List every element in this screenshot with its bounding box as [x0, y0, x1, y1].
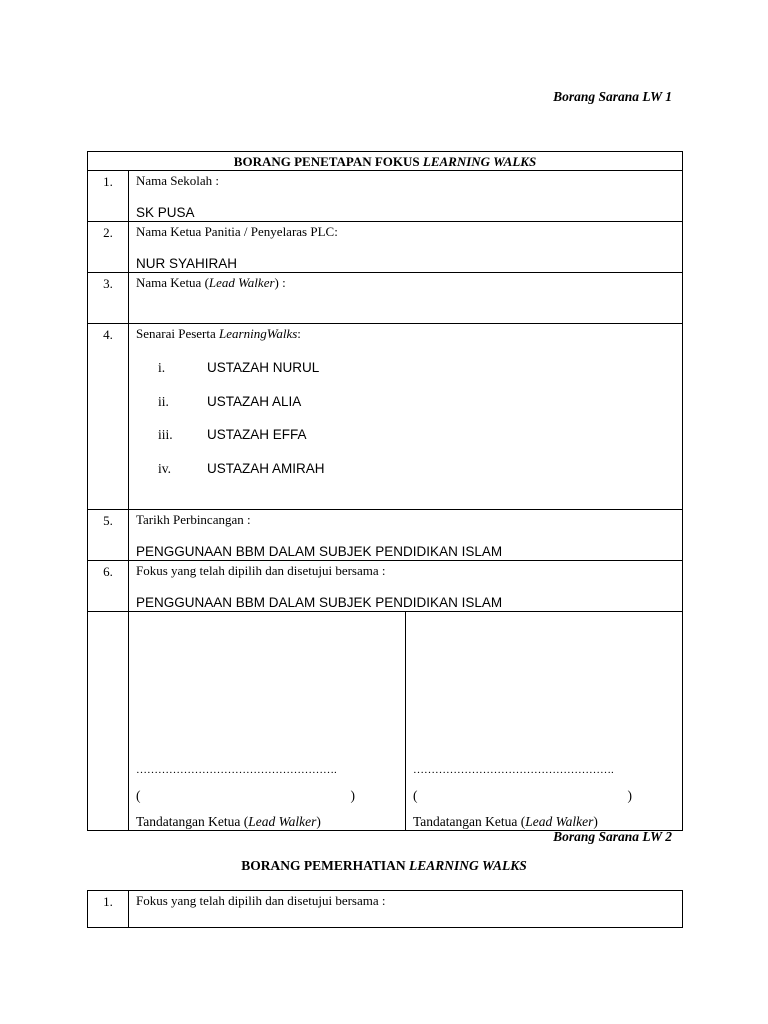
observation-form-title: BORANG PEMERHATIAN LEARNING WALKS — [241, 858, 527, 873]
row-number: 3. — [88, 273, 129, 324]
row-number: 4. — [88, 324, 129, 510]
list-item: ii. USTAZAH ALIA — [158, 393, 302, 409]
signature-line: ………………………………………………. — [413, 764, 614, 776]
table-row — [88, 273, 683, 324]
row-number: 1. — [88, 891, 129, 928]
field-label: Senarai Peserta LearningWalks: — [136, 326, 301, 341]
row-number: 2. — [88, 222, 129, 273]
coordinator-name-value: NUR SYAHIRAH — [136, 256, 238, 271]
signature-line: ………………………………………………. — [136, 764, 337, 776]
table-row — [88, 324, 683, 510]
learning-walks-focus-form — [87, 151, 683, 831]
signature-row — [88, 612, 683, 831]
lead-walker-field: Nama Ketua (Lead Walker) : — [129, 273, 683, 324]
table-row — [88, 222, 683, 273]
list-item: iv. USTAZAH AMIRAH — [158, 460, 325, 476]
field-label: Tarikh Perbincangan : — [136, 512, 251, 527]
table-row — [88, 510, 683, 561]
discussion-date-value: PENGGUNAAN BBM DALAM SUBJEK PENDIDIKAN ISLAM — [136, 544, 503, 559]
field-label: Nama Sekolah : — [136, 173, 220, 188]
row-number: 6. — [88, 561, 129, 612]
form-code-label: Borang Sarana LW 1 — [553, 89, 672, 104]
name-brackets: ( ) — [413, 788, 632, 803]
form-title: BORANG PENETAPAN FOKUS LEARNING WALKS — [88, 152, 683, 171]
participant-list — [136, 360, 675, 494]
name-brackets: ( ) — [136, 788, 355, 803]
table-row — [88, 171, 683, 222]
field-label: Fokus yang telah dipilih dan disetujui bersama : — [136, 563, 386, 578]
row-number: 5. — [88, 510, 129, 561]
table-row — [88, 561, 683, 612]
field-label: Nama Ketua Panitia / Penyelaras PLC: — [136, 224, 338, 239]
school-name-value: SK PUSA — [136, 205, 195, 220]
table-row — [88, 891, 683, 928]
signature-caption: Tandatangan Ketua (Lead Walker) — [413, 814, 598, 829]
row-number: 1. — [88, 171, 129, 222]
signature-caption: Tandatangan Ketua (Lead Walker) — [136, 814, 321, 829]
field-label: Fokus yang telah dipilih dan disetujui bersama : — [129, 891, 683, 928]
list-item: i. USTAZAH NURUL — [158, 360, 320, 375]
list-item: iii. USTAZAH EFFA — [158, 427, 307, 442]
learning-walks-observation-form — [87, 890, 683, 928]
form-code-label-2: Borang Sarana LW 2 — [553, 829, 672, 844]
agreed-focus-value: PENGGUNAAN BBM DALAM SUBJEK PENDIDIKAN ISLAM — [136, 595, 503, 610]
